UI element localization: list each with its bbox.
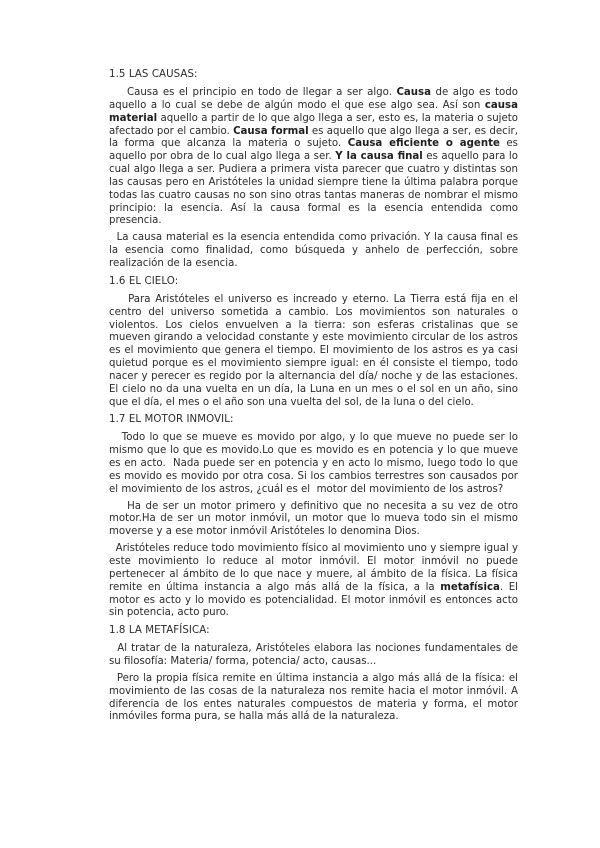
section-heading: 1.8 LA METAFÍSICA: [109,625,210,637]
text-run: de algo es todo aquello a lo cual se debe de algún modo el que ese algo sea. Así son [109,87,522,111]
bold-term: metafísica [440,581,500,593]
text-run: Causa es el principio en todo de llegar a ser algo. [109,87,397,98]
paragraph [109,293,522,410]
paragraph [109,543,522,620]
paragraph [109,643,522,669]
text-run: Para Aristóteles el universo es increado y eterno. La Tierra está fija en el centro del universo sometida a cambio. Los movimientos son naturales o violentos. Los cielos envuelven a la tierra: son esferas cristalinas que se mueven girando a velocidad constante y este movimiento circular de los astros es el movimiento que genera el tiempo. El movimiento de los astros es ya casi quietud porque es el movimiento siempre igual: en él consiste el tiempo, todo nacer y perecer es regido por la alternancia del día/ noche y de las estaciones. El cielo no da una vuelta en un día, la Luna en un mes o el sol en un año, sino que el día, el mes o el año son una vuelta del sol, de la luna o del cielo. [109,293,522,408]
bold-term: Causa eficiente o agente [347,138,500,150]
paragraph [109,672,522,724]
bold-term: Causa [396,87,431,98]
section-heading: 1.5 LAS CAUSAS: [109,69,198,80]
text-run: es aquello por obra de lo cual algo llega a ser. [109,138,522,163]
text-run: . El motor es acto y lo movido es potencialidad. El motor inmóvil es entonces acto sin potencia, acto puro. [109,581,522,619]
paragraph [109,500,522,540]
paragraph [109,432,522,496]
section-heading: 1.7 EL MOTOR INMOVIL: [109,414,234,426]
bold-term: Causa formal [233,125,309,137]
text-run: La causa material es la esencia entendida como privación. Y la causa final es la esencia como finalidad, como búsqueda y anhelo de perfección, sobre realización de la esencia. [109,232,522,269]
section-heading: 1.6 EL CIELO: [109,275,179,287]
paragraph [109,232,522,271]
text-run: aquello a partir de lo que algo llega a ser, esto es, la materia o sujeto afectado por el cambio. [109,112,522,137]
paragraph [109,87,522,228]
text-run: Todo lo que se mueve es movido por algo, y lo que mueve no puede ser lo mismo que lo que es movido.Lo que es movido es en potencia y lo que mueve es en acto. Nada puede ser en potencia y en acto lo mismo, luego todo lo que es movido es movido por otra cosa. Si los cambios terrestres son causados por el movimiento de los astros, ¿cuál es el motor del movimiento de los astros? [109,432,522,495]
text-run: es aquello que algo llega a ser, es decir, la forma que alcanza la materia o sujeto. [109,125,522,150]
bold-term: causa material [109,99,522,124]
document-body [109,68,522,728]
bold-term: Y la causa final [335,151,423,163]
text-run: Ha de ser un motor primero y definitivo que no necesita a su vez de otro motor.Ha de ser un motor inmóvil, un motor que lo mueva todo sin el mismo moverse y a ese motor inmóvil Aristóteles lo denomina Dios. [109,500,522,538]
text-run: Al tratar de la naturaleza, Aristóteles elabora las nociones fundamentales de su filosofía: Materia/ forma, potencia/ acto, causas... [109,643,522,668]
text-run: Pero la propia física remite en última instancia a algo más allá de la física: el movimiento de las cosas de la naturaleza nos remite hacia el motor inmóvil. A diferencia de los entes naturales compuestos de materia y forma, el motor inmóviles forma pura, se halla más allá de la naturaleza. [109,672,522,723]
text-run: Aristóteles reduce todo movimiento físico al movimiento uno y siempre igual y este movimiento lo reduce al motor inmóvil. El motor inmóvil no puede pertenecer al ámbito de lo que nace y muere, al ámbito de la física. La física remite en última instancia a algo más allá de la física, a la [109,543,522,593]
text-run: es aquello para lo cual algo llega a ser. Pudiera a primera vista parecer que cuatro y distintas son las causas pero en Aristóteles la unidad siempre tiene la última palabra porque todas las cuatro causas no son sino otras tantas maneras de nombrar el mismo principio: la esencia. Así la causa formal es la esencia entendida como presencia. [109,151,522,227]
